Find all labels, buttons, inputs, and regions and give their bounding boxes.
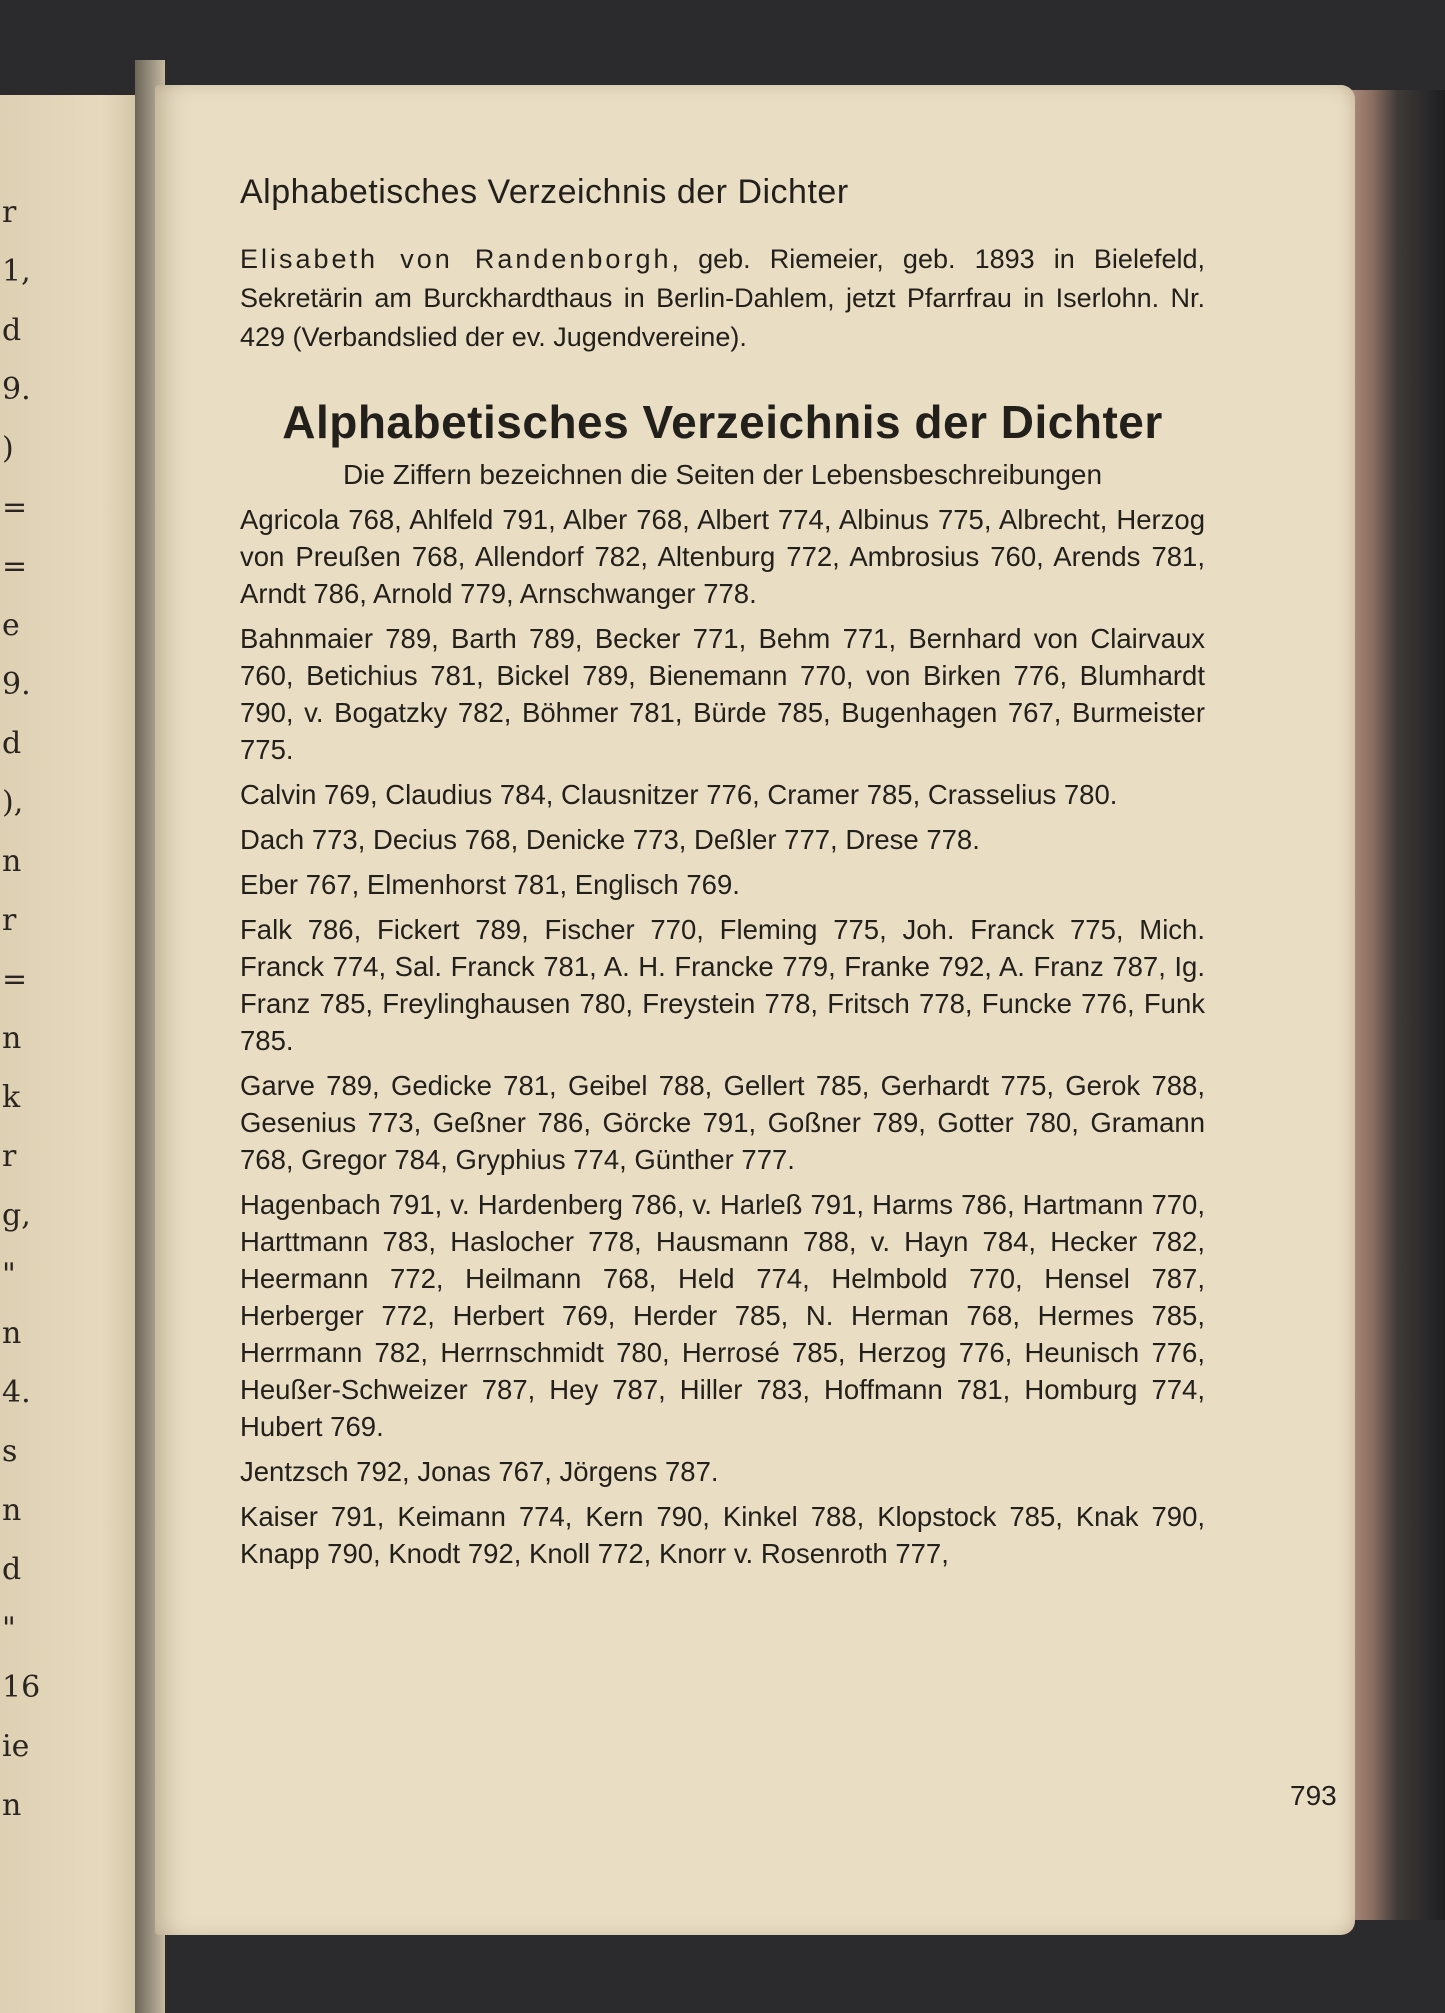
- index-entry-k: Kaiser 791, Keimann 774, Kern 790, Kinkel 788, Klopstock 785, Knak 790, Knapp 790, Knodt 792, Knoll 772, Knorr v. Rosenroth 777,: [240, 1501, 1205, 1569]
- left-page-fragment: g,: [2, 1198, 31, 1233]
- left-page-fragment: 16: [2, 1670, 41, 1705]
- index-entry-c: Calvin 769, Claudius 784, Clausnitzer 776, Cramer 785, Crasselius 780.: [240, 779, 1118, 810]
- left-page-fragment: r: [2, 903, 17, 938]
- book-cover-edge: [1340, 90, 1445, 1920]
- index-entry-g: Garve 789, Gedicke 781, Geibel 788, Gellert 785, Gerhardt 775, Gerok 788, Gesenius 773, Geßner 786, Görcke 791, Goßner 789, Gotter 780, Gramann 768, Gregor 784, Gryphius 774, Günther 777.: [240, 1070, 1205, 1175]
- left-page-fragment: 9.: [2, 372, 31, 407]
- left-page-fragment: n: [2, 1316, 22, 1351]
- left-page-fragment: e: [2, 608, 20, 643]
- left-page-fragment: ): [2, 431, 14, 466]
- index-subtitle: Die Ziffern bezeichnen die Seiten der Lebensbeschreibungen: [342, 459, 1103, 490]
- left-page-fragment: 4.: [2, 1375, 31, 1410]
- running-head: Alphabetisches Verzeichnis der Dichter: [240, 173, 849, 211]
- left-page-fragment: ie: [2, 1729, 30, 1764]
- left-page-fragment: 9.: [2, 667, 31, 702]
- left-page-fragment: n: [2, 1493, 22, 1528]
- left-page-fragment: d: [2, 313, 22, 348]
- left-page-fragment: =: [2, 490, 28, 525]
- left-page-fragment: d: [2, 1552, 22, 1587]
- page-content: [240, 173, 1205, 1580]
- left-page-fragment: r: [2, 195, 17, 230]
- index-entry-b: Bahnmaier 789, Barth 789, Becker 771, Behm 771, Bernhard von Clairvaux 760, Betichius 781, Bickel 789, Bienemann 770, von Birken 776, Blumhardt 790, v. Bogatzky 782, Böhmer 781, Bürde 785, Bugenhagen 767, Burmeister 775.: [240, 623, 1205, 765]
- left-page-fragment: ": [2, 1611, 16, 1646]
- index-entry-f: Falk 786, Fickert 789, Fischer 770, Fleming 775, Joh. Franck 775, Mich. Franck 774, Sal. Franck 781, A. H. Francke 779, Franke 792, A. Franz 787, Ig. Franz 785, Freylinghausen 780, Freystein 778, Fritsch 778, Funcke 776, Funk 785.: [240, 914, 1205, 1056]
- right-page: [155, 85, 1355, 1935]
- left-page-fragment: n: [2, 844, 22, 879]
- left-page-fragment: n: [2, 1021, 22, 1056]
- index-entry-a: Agricola 768, Ahlfeld 791, Alber 768, Albert 774, Albinus 775, Albrecht, Herzog von Preußen 768, Allendorf 782, Altenburg 772, Ambrosius 760, Arends 781, Arndt 786, Arnold 779, Arnschwanger 778.: [240, 504, 1205, 609]
- left-page-fragment: r: [2, 1139, 17, 1174]
- index-entry-e: Eber 767, Elmenhorst 781, Englisch 769.: [240, 869, 740, 900]
- left-page-fragment: ),: [2, 785, 24, 820]
- left-page-fragment: k: [2, 1080, 21, 1115]
- left-page-fragment: d: [2, 726, 22, 761]
- left-page-fragment: s: [2, 1434, 18, 1469]
- left-page: [0, 95, 145, 2013]
- left-page-fragment: ": [2, 1257, 16, 1292]
- page-number: 793: [1290, 1780, 1337, 1811]
- author-bio: [240, 240, 1205, 357]
- index-entry-d: Dach 773, Decius 768, Denicke 773, Deßler 777, Drese 778.: [240, 824, 980, 855]
- index-entries: [240, 501, 1205, 1572]
- left-page-fragment: =: [2, 962, 28, 997]
- index-title: Alphabetisches Verzeichnis der Dichter: [282, 396, 1163, 448]
- bio-author-name: Elisabeth von Randenborgh: [240, 244, 672, 274]
- left-page-fragment: =: [2, 549, 28, 584]
- bio-text: , geb. Riemeier, geb. 1893 in Bielefeld, Sekretärin am Burckhardthaus in Berlin-Dahlem, jetzt Pfarrfrau in Iserlohn. Nr. 429 (Verbandslied der ev. Jugendvereine).: [240, 244, 1205, 352]
- index-entry-h: Hagenbach 791, v. Hardenberg 786, v. Harleß 791, Harms 786, Hartmann 770, Harttmann 783, Haslocher 778, Hausmann 788, v. Hayn 784, Hecker 782, Heermann 772, Heilmann 768, Held 774, Helmbold 770, Hensel 787, Herberger 772, Herbert 769, Herder 785, N. Herman 768, Hermes 785, Herrmann 782, Herrnschmidt 780, Herrosé 785, Herzog 776, Heunisch 776, Heußer-Schweizer 787, Hey 787, Hiller 783, Hoffmann 781, Homburg 774, Hubert 769.: [240, 1189, 1205, 1442]
- left-page-fragment: n: [2, 1788, 22, 1823]
- index-entry-j: Jentzsch 792, Jonas 767, Jörgens 787.: [240, 1456, 719, 1487]
- left-page-fragment: 1,: [2, 254, 31, 289]
